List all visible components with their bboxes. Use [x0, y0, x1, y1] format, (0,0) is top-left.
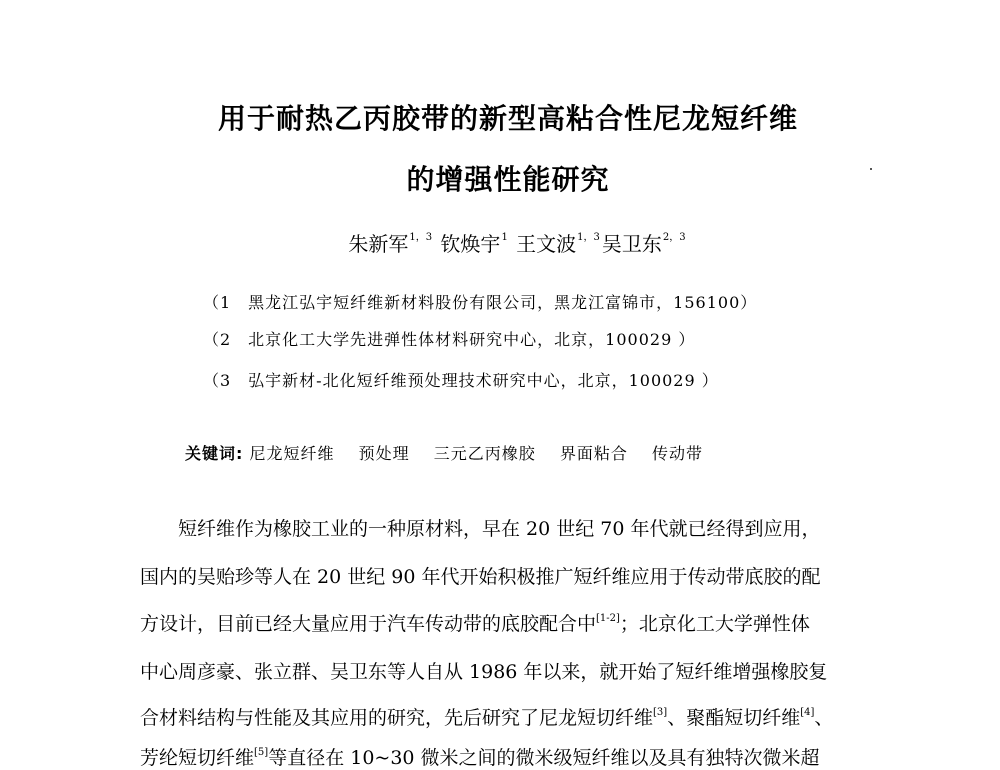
affiliation-1: （1 黑龙江弘宇短纤维新材料股份有限公司，黑龙江富锦市，156100） [203, 293, 758, 312]
body-text-segment: 、聚酯短切纤维 [667, 707, 801, 729]
paper-title-line-2: 的增强性能研究 [406, 163, 610, 196]
body-text-line: 短纤维作为橡胶工业的一种原材料，早在 20 世纪 70 年代就已经得到应用， [178, 518, 821, 540]
citation-ref: [4] [800, 707, 815, 718]
keyword: 三元乙丙橡胶 [433, 444, 536, 463]
author-affiliation-mark: 1，3 [577, 232, 600, 243]
body-text-segment: 等直径在 10~30 微米之间的微米级短纤维以及具有独特次微米超 [268, 747, 820, 769]
author-name: 王文波 [516, 232, 577, 256]
body-text-line [140, 743, 820, 770]
author-name: 吴卫东 [601, 232, 662, 256]
affiliation-2: （2 北京化工大学先进弹性体材料研究中心，北京，100029 ） [203, 330, 696, 349]
body-text-segment: ；北京化工大学弹性体 [619, 613, 810, 635]
citation-ref: [5] [254, 747, 269, 758]
body-text-line: 中心周彦豪、张立群、吴卫东等人自从 1986 年以来，就开始了短纤维增强橡胶复 [140, 661, 828, 683]
body-text-line: 国内的吴贻珍等人在 20 世纪 90 年代开始积极推广短纤维应用于传动带底胶的配 [140, 566, 821, 588]
keyword: 尼龙短纤维 [249, 444, 335, 463]
body-text-segment: 芳纶短切纤维 [140, 747, 255, 769]
author-name: 钦焕宇 [440, 232, 501, 256]
author-list [0, 228, 1000, 257]
scan-speck [870, 168, 872, 170]
body-text-segment: 方设计，目前已经大量应用于汽车传动带的底胶配合中 [140, 613, 597, 635]
keyword: 预处理 [358, 444, 410, 463]
author-affiliation-mark: 2，3 [662, 232, 686, 243]
body-text-line [140, 703, 833, 730]
keyword: 传动带 [651, 444, 703, 463]
affiliation-3: （3 弘宇新材-北化短纤维预处理技术研究中心，北京，100029 ） [203, 371, 719, 390]
keywords-label: 关键词: [185, 444, 244, 463]
author-affiliation-mark: 1 [501, 232, 508, 243]
keyword: 界面粘合 [559, 444, 628, 463]
paper-title-line-1: 用于耐热乙丙胶带的新型高粘合性尼龙短纤维 [217, 102, 798, 135]
author-affiliation-mark: 1，3 [409, 232, 433, 243]
body-text-segment: 、 [814, 707, 834, 729]
body-text-line [140, 609, 810, 636]
citation-ref: [3] [653, 707, 668, 718]
author-name: 朱新军 [348, 232, 409, 256]
citation-ref: [1-2] [596, 613, 620, 624]
body-text-segment: 合材料结构与性能及其应用的研究，先后研究了尼龙短切纤维 [140, 707, 654, 729]
keywords [185, 441, 721, 464]
